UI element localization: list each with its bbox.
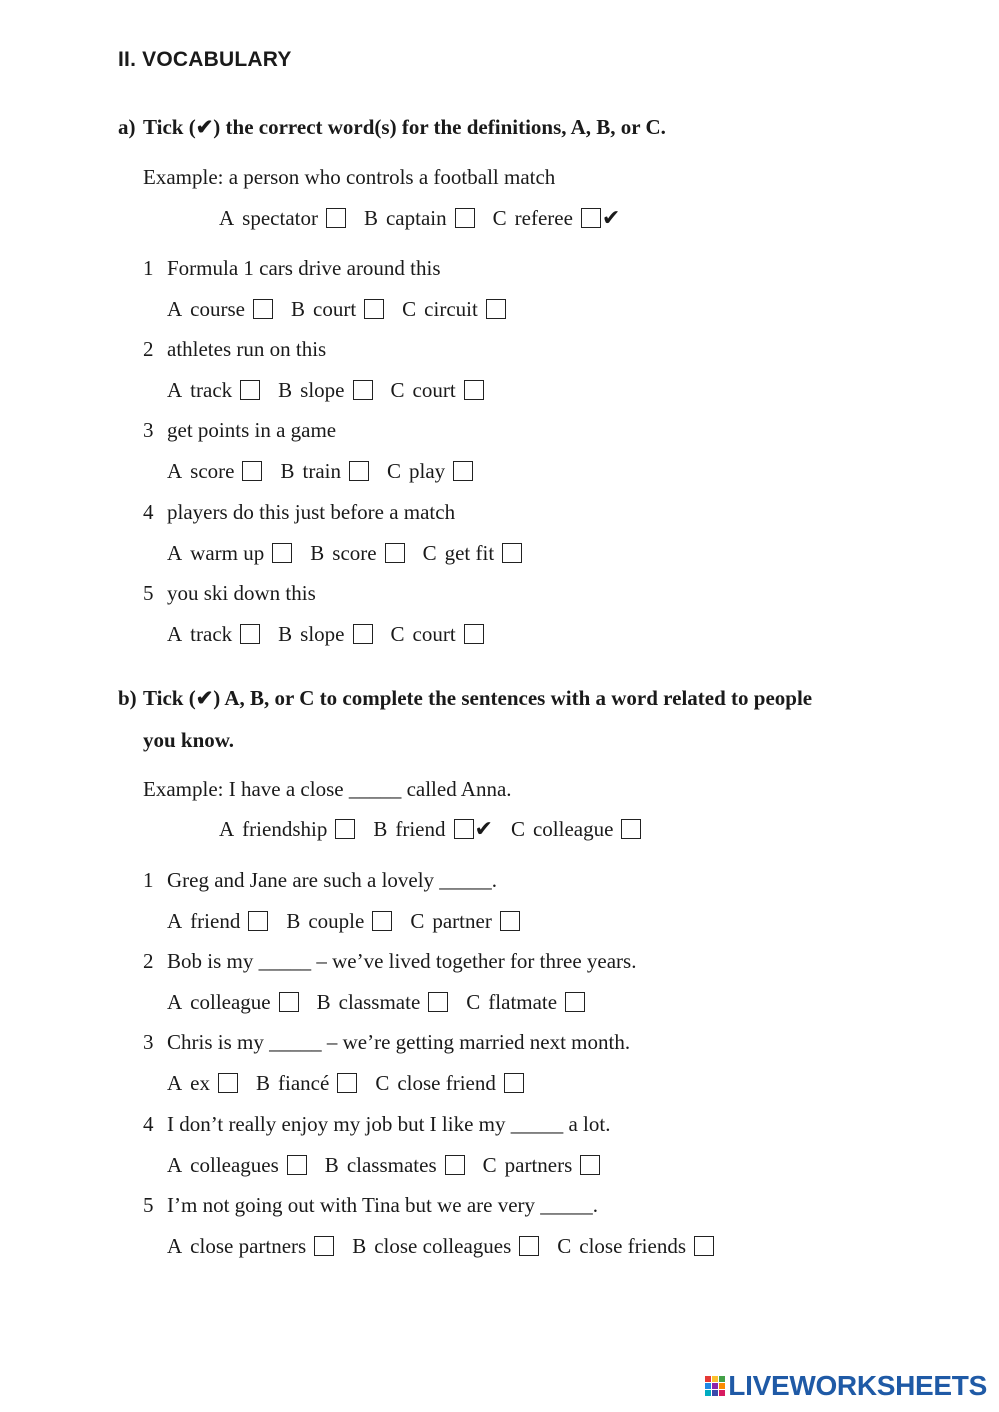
- option-letter: A: [167, 378, 183, 402]
- option-letter: A: [219, 206, 235, 230]
- options-row: [167, 908, 520, 934]
- answer-checkbox[interactable]: [372, 911, 392, 931]
- option-word: track: [190, 622, 233, 646]
- option-word: close friend: [397, 1071, 496, 1095]
- liveworksheets-logo: [705, 1370, 987, 1402]
- option-letter: C: [492, 206, 507, 230]
- answer-checkbox[interactable]: [218, 1073, 238, 1093]
- option-word: friendship: [242, 817, 328, 841]
- option-letter: B: [286, 909, 301, 933]
- option-c: [557, 1233, 714, 1259]
- question-number: 1: [143, 256, 154, 280]
- option-letter: A: [167, 909, 183, 933]
- question-number: 5: [143, 581, 154, 605]
- option-letter: C: [390, 622, 405, 646]
- options-row: [219, 816, 641, 842]
- options-row: [167, 458, 473, 484]
- option-word: friend: [395, 817, 446, 841]
- question-4: [143, 499, 455, 525]
- answer-checkbox[interactable]: [464, 380, 484, 400]
- part-b-instruction: [118, 677, 843, 761]
- option-b: [256, 1070, 357, 1096]
- option-c: [423, 540, 523, 566]
- answer-checkbox[interactable]: [519, 1236, 539, 1256]
- question-text: I don’t really enjoy my job but I like my _____ a lot.: [167, 1112, 611, 1136]
- question-text: Greg and Jane are such a lovely _____.: [167, 868, 498, 892]
- answer-checkbox[interactable]: [500, 911, 520, 931]
- option-letter: C: [390, 378, 405, 402]
- answer-checkbox[interactable]: [353, 624, 373, 644]
- option-c: [387, 458, 473, 484]
- option-a: [167, 377, 260, 403]
- answer-checkbox[interactable]: [385, 543, 405, 563]
- option-letter: A: [167, 541, 183, 565]
- option-a: [167, 540, 292, 566]
- answer-checkbox[interactable]: [253, 299, 273, 319]
- logo-tile: [719, 1383, 725, 1389]
- option-a: [167, 296, 273, 322]
- question-2: [143, 336, 326, 362]
- answer-checkbox[interactable]: [272, 543, 292, 563]
- option-c: [391, 621, 484, 647]
- options-row: [167, 296, 506, 322]
- answer-checkbox[interactable]: [279, 992, 299, 1012]
- option-word: ex: [190, 1071, 210, 1095]
- option-letter: C: [422, 541, 437, 565]
- option-word: train: [302, 459, 341, 483]
- section-title: II. VOCABULARY: [118, 48, 292, 71]
- options-row: [167, 377, 484, 403]
- answer-checkbox[interactable]: [580, 1155, 600, 1175]
- option-c: [375, 1070, 524, 1096]
- option-letter: A: [219, 817, 235, 841]
- answer-checkbox[interactable]: [486, 299, 506, 319]
- option-word: colleague: [190, 990, 271, 1014]
- question-3: [143, 1029, 630, 1055]
- option-word: score: [332, 541, 377, 565]
- question-number: 1: [143, 868, 154, 892]
- option-c: [511, 816, 641, 842]
- option-letter: A: [167, 459, 183, 483]
- option-word: court: [313, 297, 357, 321]
- option-word: couple: [308, 909, 365, 933]
- answer-checkbox[interactable]: [694, 1236, 714, 1256]
- part-a-label: a): [118, 115, 136, 139]
- option-a: [167, 458, 262, 484]
- option-letter: A: [167, 1234, 183, 1258]
- option-word: get fit: [444, 541, 495, 565]
- question-2: [143, 948, 636, 974]
- answer-checkbox[interactable]: [428, 992, 448, 1012]
- question-1: [143, 255, 441, 281]
- options-row: [167, 621, 484, 647]
- option-word: court: [412, 622, 456, 646]
- options-row: [219, 205, 620, 231]
- answer-checkbox[interactable]: [353, 380, 373, 400]
- question-text: players do this just before a match: [167, 500, 456, 524]
- option-b: [280, 458, 369, 484]
- option-letter: B: [290, 297, 305, 321]
- question-number: 3: [143, 1030, 154, 1054]
- option-letter: C: [510, 817, 525, 841]
- option-c: [483, 1152, 601, 1178]
- option-c: [391, 377, 484, 403]
- option-word: play: [409, 459, 446, 483]
- answer-checkbox[interactable]: [242, 461, 262, 481]
- question-text: athletes run on this: [167, 337, 327, 361]
- option-letter: C: [402, 297, 417, 321]
- question-number: 2: [143, 949, 154, 973]
- option-letter: C: [410, 909, 425, 933]
- option-letter: B: [310, 541, 325, 565]
- option-a: [219, 205, 346, 231]
- options-row: [167, 1152, 600, 1178]
- option-a: [219, 816, 355, 842]
- answer-checkbox[interactable]: [581, 208, 601, 228]
- part-a-instruction-text: Tick (✔) the correct word(s) for the definitions, A, B, or C.: [143, 115, 666, 139]
- option-letter: B: [278, 622, 293, 646]
- answer-checkbox[interactable]: [445, 1155, 465, 1175]
- question-text: you ski down this: [167, 581, 316, 605]
- logo-tile: [705, 1376, 711, 1382]
- example-prompt: Example: a person who controls a football match: [143, 165, 556, 189]
- option-word: close colleagues: [374, 1234, 512, 1258]
- option-b: [352, 1233, 539, 1259]
- option-letter: A: [167, 622, 183, 646]
- answer-checkbox[interactable]: [502, 543, 522, 563]
- option-word: court: [412, 378, 456, 402]
- option-letter: C: [386, 459, 401, 483]
- question-text: I’m not going out with Tina but we are very _____.: [167, 1193, 599, 1217]
- option-word: slope: [300, 378, 345, 402]
- option-c: [493, 205, 621, 231]
- question-number: 4: [143, 1112, 154, 1136]
- option-word: colleagues: [190, 1153, 279, 1177]
- option-word: partners: [504, 1153, 573, 1177]
- question-text: Formula 1 cars drive around this: [167, 256, 441, 280]
- answer-checkbox[interactable]: [314, 1236, 334, 1256]
- question-text: get points in a game: [167, 418, 337, 442]
- question-1: [143, 867, 497, 893]
- option-letter: B: [363, 206, 378, 230]
- answer-checkbox[interactable]: [464, 624, 484, 644]
- option-letter: A: [167, 1071, 183, 1095]
- option-word: friend: [190, 909, 241, 933]
- tick-icon: ✔: [601, 205, 621, 230]
- option-word: referee: [514, 206, 573, 230]
- logo-icon: [705, 1376, 725, 1396]
- option-letter: B: [256, 1071, 271, 1095]
- answer-checkbox[interactable]: [326, 208, 346, 228]
- option-b: [310, 540, 404, 566]
- example-prompt: Example: I have a close _____ called Anna.: [143, 777, 512, 801]
- question-3: [143, 417, 336, 443]
- tick-icon: ✔: [474, 816, 493, 841]
- logo-tile: [712, 1390, 718, 1396]
- option-a: [167, 1070, 238, 1096]
- option-word: warm up: [190, 541, 265, 565]
- answer-checkbox[interactable]: [621, 819, 641, 839]
- option-b: [325, 1152, 465, 1178]
- option-word: partner: [432, 909, 492, 933]
- option-word: close friends: [579, 1234, 686, 1258]
- option-letter: A: [167, 1153, 183, 1177]
- option-letter: B: [316, 990, 331, 1014]
- option-b: [278, 377, 372, 403]
- question-text: Chris is my _____ – we’re getting married next month.: [167, 1030, 631, 1054]
- part-a-instruction: [118, 106, 843, 148]
- answer-checkbox[interactable]: [337, 1073, 357, 1093]
- option-letter: B: [278, 378, 293, 402]
- question-number: 2: [143, 337, 154, 361]
- options-row: [167, 1070, 524, 1096]
- option-letter: C: [482, 1153, 497, 1177]
- option-word: close partners: [190, 1234, 307, 1258]
- question-5: [143, 580, 316, 606]
- question-4: [143, 1111, 610, 1137]
- option-word: classmates: [346, 1153, 437, 1177]
- option-b: [373, 816, 493, 842]
- option-b: [278, 621, 372, 647]
- options-row: [167, 989, 585, 1015]
- answer-checkbox[interactable]: [455, 208, 475, 228]
- question-number: 3: [143, 418, 154, 442]
- question-text: Bob is my _____ – we’ve lived together for three years.: [167, 949, 637, 973]
- option-b: [364, 205, 475, 231]
- option-word: spectator: [242, 206, 318, 230]
- part-b-label: b): [118, 686, 137, 710]
- option-word: slope: [300, 622, 345, 646]
- question-number: 5: [143, 1193, 154, 1217]
- option-word: flatmate: [488, 990, 558, 1014]
- option-a: [167, 989, 299, 1015]
- option-letter: C: [375, 1071, 390, 1095]
- option-letter: C: [466, 990, 481, 1014]
- option-a: [167, 1152, 307, 1178]
- option-a: [167, 1233, 334, 1259]
- option-letter: B: [324, 1153, 339, 1177]
- logo-tile: [705, 1390, 711, 1396]
- logo-tile: [719, 1390, 725, 1396]
- answer-checkbox[interactable]: [335, 819, 355, 839]
- option-word: course: [190, 297, 245, 321]
- option-c: [466, 989, 585, 1015]
- answer-checkbox[interactable]: [364, 299, 384, 319]
- option-letter: C: [557, 1234, 572, 1258]
- logo-tile: [719, 1376, 725, 1382]
- answer-checkbox[interactable]: [565, 992, 585, 1012]
- option-a: [167, 621, 260, 647]
- option-word: captain: [385, 206, 447, 230]
- option-word: circuit: [424, 297, 478, 321]
- answer-checkbox[interactable]: [453, 461, 473, 481]
- option-c: [410, 908, 519, 934]
- option-letter: B: [280, 459, 295, 483]
- option-b: [286, 908, 392, 934]
- options-row: [167, 540, 522, 566]
- option-word: track: [190, 378, 233, 402]
- option-b: [291, 296, 384, 322]
- answer-checkbox[interactable]: [287, 1155, 307, 1175]
- logo-tile: [712, 1383, 718, 1389]
- option-a: [167, 908, 268, 934]
- answer-checkbox[interactable]: [240, 624, 260, 644]
- option-b: [317, 989, 449, 1015]
- question-5: [143, 1192, 598, 1218]
- option-word: classmate: [338, 990, 421, 1014]
- option-letter: A: [167, 297, 183, 321]
- option-letter: A: [167, 990, 183, 1014]
- option-word: colleague: [532, 817, 614, 841]
- option-letter: B: [352, 1234, 367, 1258]
- answer-checkbox[interactable]: [349, 461, 369, 481]
- options-row: [167, 1233, 714, 1259]
- answer-checkbox[interactable]: [240, 380, 260, 400]
- answer-checkbox[interactable]: [454, 819, 474, 839]
- question-number: 4: [143, 500, 154, 524]
- answer-checkbox[interactable]: [504, 1073, 524, 1093]
- option-word: score: [190, 459, 235, 483]
- option-letter: B: [373, 817, 388, 841]
- logo-tile: [712, 1376, 718, 1382]
- part-b-instruction-text: Tick (✔) A, B, or C to complete the sentences with a word related to people you know.: [143, 686, 813, 752]
- option-c: [402, 296, 506, 322]
- logo-tile: [705, 1383, 711, 1389]
- logo-text: LIVEWORKSHEETS: [728, 1370, 987, 1401]
- option-word: fiancé: [278, 1071, 330, 1095]
- answer-checkbox[interactable]: [248, 911, 268, 931]
